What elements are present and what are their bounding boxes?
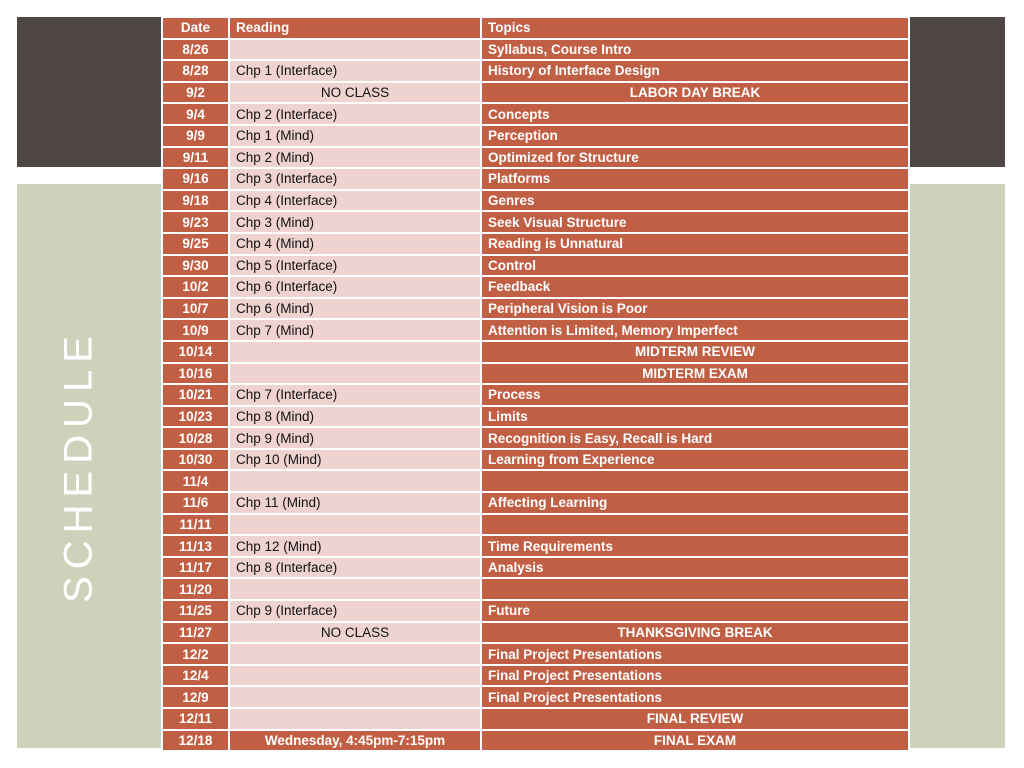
table-row (162, 125, 909, 147)
table-row (162, 147, 909, 169)
table-row (162, 341, 909, 363)
reading-cell (229, 665, 481, 687)
reading-cell: Chp 11 (Mind) (229, 492, 481, 514)
date-cell: 12/18 (162, 730, 229, 752)
column-header-date: Date (162, 17, 229, 39)
slide-title: SCHEDULE (56, 329, 101, 603)
reading-cell: Wednesday, 4:45pm-7:15pm (229, 730, 481, 752)
reading-cell: Chp 9 (Interface) (229, 600, 481, 622)
reading-cell (229, 39, 481, 61)
reading-cell: Chp 6 (Mind) (229, 298, 481, 320)
date-cell: 11/17 (162, 557, 229, 579)
column-header-reading: Reading (229, 17, 481, 39)
table-row (162, 168, 909, 190)
topic-cell: MIDTERM REVIEW (481, 341, 909, 363)
topic-cell: Final Project Presentations (481, 643, 909, 665)
reading-cell (229, 578, 481, 600)
topic-cell: Affecting Learning (481, 492, 909, 514)
topic-cell: Reading is Unnatural (481, 233, 909, 255)
date-cell: 10/2 (162, 276, 229, 298)
table-row (162, 514, 909, 536)
topic-cell: Perception (481, 125, 909, 147)
reading-cell: NO CLASS (229, 82, 481, 104)
table-row (162, 557, 909, 579)
table-row (162, 708, 909, 730)
table-row (162, 686, 909, 708)
reading-cell: Chp 3 (Interface) (229, 168, 481, 190)
date-cell: 9/4 (162, 103, 229, 125)
table-row (162, 665, 909, 687)
date-cell: 8/28 (162, 60, 229, 82)
topic-cell: Limits (481, 406, 909, 428)
topic-cell: Seek Visual Structure (481, 211, 909, 233)
date-cell: 9/2 (162, 82, 229, 104)
table-row (162, 255, 909, 277)
date-cell: 11/20 (162, 578, 229, 600)
table-row (162, 82, 909, 104)
topic-cell: Final Project Presentations (481, 665, 909, 687)
table-row (162, 363, 909, 385)
date-cell: 11/27 (162, 622, 229, 644)
date-cell: 11/13 (162, 535, 229, 557)
topic-cell: MIDTERM EXAM (481, 363, 909, 385)
table-row (162, 406, 909, 428)
date-cell: 11/11 (162, 514, 229, 536)
date-cell: 11/25 (162, 600, 229, 622)
table-row (162, 622, 909, 644)
table-row (162, 190, 909, 212)
table-row (162, 535, 909, 557)
table-row (162, 643, 909, 665)
topic-cell: Feedback (481, 276, 909, 298)
topic-cell: Genres (481, 190, 909, 212)
topic-cell: Final Project Presentations (481, 686, 909, 708)
date-cell: 10/28 (162, 427, 229, 449)
reading-cell: NO CLASS (229, 622, 481, 644)
reading-cell: Chp 2 (Interface) (229, 103, 481, 125)
reading-cell (229, 341, 481, 363)
topic-cell: Syllabus, Course Intro (481, 39, 909, 61)
date-cell: 12/11 (162, 708, 229, 730)
table-row (162, 211, 909, 233)
topic-cell: Time Requirements (481, 535, 909, 557)
table-row (162, 39, 909, 61)
reading-cell: Chp 10 (Mind) (229, 449, 481, 471)
date-cell: 10/9 (162, 319, 229, 341)
table-header-row (162, 17, 909, 39)
column-header-topics: Topics (481, 17, 909, 39)
table-row (162, 600, 909, 622)
table-row (162, 60, 909, 82)
table-row (162, 730, 909, 752)
reading-cell: Chp 5 (Interface) (229, 255, 481, 277)
date-cell: 11/4 (162, 470, 229, 492)
reading-cell (229, 643, 481, 665)
table-row (162, 427, 909, 449)
topic-cell: History of Interface Design (481, 60, 909, 82)
table-row (162, 470, 909, 492)
reading-cell: Chp 1 (Interface) (229, 60, 481, 82)
reading-cell (229, 708, 481, 730)
date-cell: 10/30 (162, 449, 229, 471)
topic-cell: LABOR DAY BREAK (481, 82, 909, 104)
topic-cell: FINAL EXAM (481, 730, 909, 752)
topic-cell (481, 578, 909, 600)
date-cell: 10/14 (162, 341, 229, 363)
date-cell: 11/6 (162, 492, 229, 514)
date-cell: 10/16 (162, 363, 229, 385)
table-row (162, 233, 909, 255)
table-row (162, 449, 909, 471)
topic-cell (481, 470, 909, 492)
schedule-table (161, 16, 910, 752)
reading-cell: Chp 7 (Interface) (229, 384, 481, 406)
reading-cell: Chp 12 (Mind) (229, 535, 481, 557)
date-cell: 10/23 (162, 406, 229, 428)
date-cell: 10/21 (162, 384, 229, 406)
topic-cell: Future (481, 600, 909, 622)
reading-cell: Chp 2 (Mind) (229, 147, 481, 169)
reading-cell (229, 514, 481, 536)
topic-cell: Recognition is Easy, Recall is Hard (481, 427, 909, 449)
reading-cell: Chp 8 (Interface) (229, 557, 481, 579)
date-cell: 9/16 (162, 168, 229, 190)
reading-cell: Chp 8 (Mind) (229, 406, 481, 428)
reading-cell: Chp 4 (Mind) (229, 233, 481, 255)
reading-cell: Chp 7 (Mind) (229, 319, 481, 341)
topic-cell (481, 514, 909, 536)
topic-cell: THANKSGIVING BREAK (481, 622, 909, 644)
date-cell: 12/4 (162, 665, 229, 687)
date-cell: 12/2 (162, 643, 229, 665)
date-cell: 12/9 (162, 686, 229, 708)
reading-cell: Chp 4 (Interface) (229, 190, 481, 212)
date-cell: 9/18 (162, 190, 229, 212)
reading-cell: Chp 9 (Mind) (229, 427, 481, 449)
date-cell: 9/25 (162, 233, 229, 255)
table-row (162, 578, 909, 600)
topic-cell: Control (481, 255, 909, 277)
table-row (162, 276, 909, 298)
topic-cell: Peripheral Vision is Poor (481, 298, 909, 320)
reading-cell (229, 686, 481, 708)
date-cell: 8/26 (162, 39, 229, 61)
table-row (162, 103, 909, 125)
reading-cell: Chp 1 (Mind) (229, 125, 481, 147)
topic-cell: Optimized for Structure (481, 147, 909, 169)
topic-cell: Attention is Limited, Memory Imperfect (481, 319, 909, 341)
reading-cell: Chp 6 (Interface) (229, 276, 481, 298)
topic-cell: Analysis (481, 557, 909, 579)
table-row (162, 384, 909, 406)
topic-cell: Platforms (481, 168, 909, 190)
schedule-body (162, 39, 909, 752)
reading-cell: Chp 3 (Mind) (229, 211, 481, 233)
topic-cell: Process (481, 384, 909, 406)
topic-cell: FINAL REVIEW (481, 708, 909, 730)
table-row (162, 298, 909, 320)
table-row (162, 492, 909, 514)
topic-cell: Concepts (481, 103, 909, 125)
reading-cell (229, 363, 481, 385)
date-cell: 9/9 (162, 125, 229, 147)
date-cell: 9/30 (162, 255, 229, 277)
date-cell: 9/23 (162, 211, 229, 233)
topic-cell: Learning from Experience (481, 449, 909, 471)
table-row (162, 319, 909, 341)
date-cell: 9/11 (162, 147, 229, 169)
reading-cell (229, 470, 481, 492)
date-cell: 10/7 (162, 298, 229, 320)
